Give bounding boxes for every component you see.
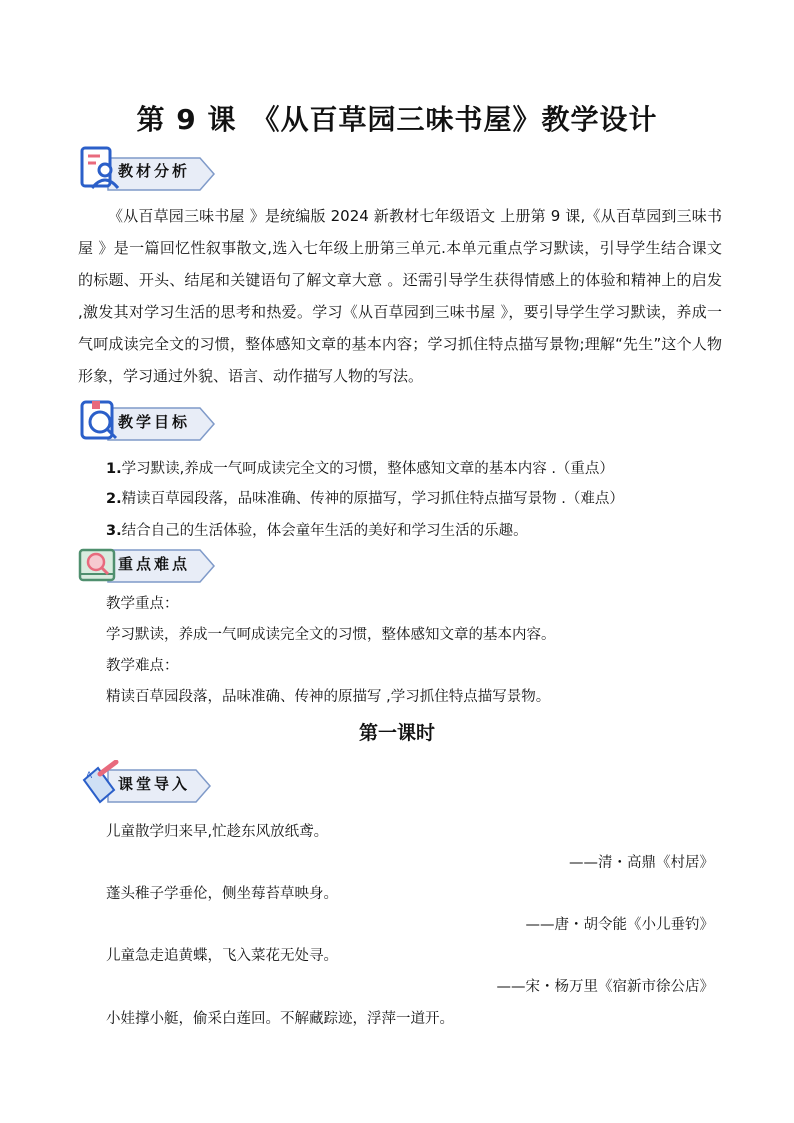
section-heading-analysis	[78, 146, 218, 194]
section-heading-key-points	[78, 544, 218, 592]
analysis-paragraph: 《从百草园三味书屋 》是统编版 2024 新教材七年级语文 上册第 9 课,《从百草园到三味书屋 》是一篇回忆性叙事散文,选入七年级上册第三单元.本单元重点学习默读，引导学生结合课文的标题、开头、结尾和关键语句了解文章大意 。还需引导学生获得情感上的体验和精神上的启发 ,激发其对学习生活的思考和热爱。学习《从百草园到三味书屋 》，要引导学生学习默读，养成一气呵成读完全文的习惯，整体感知文章的基本内容；学习抓住特点描写景物;理解“先生”这个人物形象，学习通过外貌、语言、动作描写人物的写法。	[78, 207, 722, 385]
lesson-heading: 第一课时	[358, 722, 435, 744]
objective-text: 学习默读,养成一气呵成读完全文的习惯，整体感知文章的基本内容 .（重点）	[121, 461, 614, 477]
objective-text: 结合自己的生活体验，体会童年生活的美好和学习生活的乐趣。	[121, 523, 528, 539]
section-heading-label: 课堂导入	[118, 775, 191, 793]
difficulty-label: 教学难点：	[106, 658, 179, 674]
section-heading-label: 教学目标	[118, 413, 191, 431]
poem-line: 儿童散学归来早,忙趁东风放纸鸢。	[106, 824, 329, 840]
objective-item	[106, 519, 528, 540]
svg-text:A: A	[86, 771, 93, 781]
objective-number: 3.	[106, 523, 122, 539]
focus-text: 学习默读，养成一气呵成读完全文的习惯，整体感知文章的基本内容。	[106, 627, 556, 643]
section-heading-intro	[78, 760, 218, 808]
objective-item	[106, 457, 614, 478]
objective-number: 2.	[106, 491, 122, 507]
difficulty-text: 精读百草园段落，品味准确、传神的原描写 ,学习抓住特点描写景物。	[106, 689, 551, 705]
poem-citation: ——宋・杨万里《宿新市徐公店》	[496, 979, 714, 995]
section-heading-label: 重点难点	[118, 555, 191, 573]
focus-label: 教学重点：	[106, 596, 179, 612]
poem-line: 儿童急走追黄蝶，飞入菜花无处寻。	[106, 948, 338, 964]
objective-item	[106, 487, 624, 508]
section-heading-objectives	[78, 398, 218, 446]
section-heading-label: 教材分析	[118, 162, 191, 180]
objective-number: 1.	[106, 461, 122, 477]
page-title: 第 9 课 《从百草园三味书屋》教学设计	[136, 103, 658, 136]
poem-citation: ——唐・胡令能《小儿垂钓》	[525, 917, 714, 933]
poem-citation: ——清・高鼎《村居》	[569, 855, 714, 871]
objective-text: 精读百草园段落，品味准确、传神的原描写，学习抓住特点描写景物 .（难点）	[121, 491, 624, 507]
poem-line: 小娃撑小艇，偷采白莲回。不解藏踪迹，浮萍一道开。	[106, 1011, 454, 1027]
poem-line: 蓬头稚子学垂伦，侧坐莓苔草映身。	[106, 886, 338, 902]
